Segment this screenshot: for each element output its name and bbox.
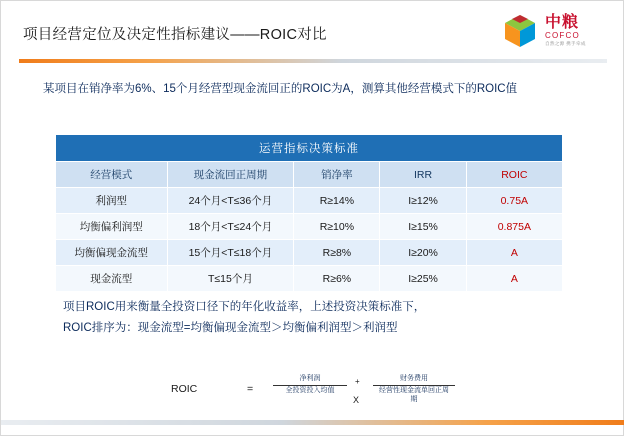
- cell-roic: 0.875A: [466, 214, 562, 240]
- formula-plus: +: [355, 377, 360, 386]
- cell-mode: 均衡偏现金流型: [56, 240, 168, 266]
- formula-term-2-numerator: 财务费用: [373, 375, 455, 386]
- table-row: [56, 214, 563, 240]
- logo-wordmark: [545, 15, 586, 47]
- roic-table: [55, 134, 563, 292]
- page-title: 项目经营定位及决定性指标建议——ROIC对比: [23, 27, 327, 43]
- cell-cashflow-cycle: 18个月<T≤24个月: [167, 214, 294, 240]
- footer-divider: [1, 420, 624, 425]
- table-row: [56, 188, 563, 214]
- table-row: [56, 266, 563, 292]
- formula-times: X: [353, 395, 360, 405]
- cell-cashflow-cycle: 24个月<T≤36个月: [167, 188, 294, 214]
- header-cell-cashflow-cycle: 现金流回正周期: [167, 162, 294, 188]
- table-header-row: [56, 162, 563, 188]
- formula-term-2-denominator: 经营性现金流单回正周期: [379, 386, 449, 403]
- cell-sales-net-rate: R≥14%: [294, 188, 380, 214]
- cell-irr: I≥15%: [380, 214, 466, 240]
- cell-irr: I≥12%: [380, 188, 466, 214]
- cell-roic: 0.75A: [466, 188, 562, 214]
- header-divider: [19, 59, 607, 63]
- logo-tagline: 自然之源 携手牵成: [545, 41, 586, 47]
- formula-label: ROIC: [171, 383, 198, 395]
- cell-mode: 利润型: [56, 188, 168, 214]
- header-cell-mode: 经营模式: [56, 162, 168, 188]
- header-cell-sales-net-rate: 销净率: [294, 162, 380, 188]
- cell-irr: I≥20%: [380, 240, 466, 266]
- conclusion-line-1: 项目ROIC用来衡量全投资口径下的年化收益率，上述投资决策标准下，: [63, 301, 426, 313]
- cell-mode: 均衡偏利润型: [56, 214, 168, 240]
- formula-term-2: [373, 375, 455, 404]
- roic-table-container: [55, 134, 563, 292]
- table-caption-row: [56, 135, 563, 162]
- cell-irr: I≥25%: [380, 266, 466, 292]
- cell-sales-net-rate: R≥6%: [294, 266, 380, 292]
- logo-chinese-name: 中粮: [545, 14, 580, 31]
- cell-sales-net-rate: R≥10%: [294, 214, 380, 240]
- header-cell-roic: ROIC: [466, 162, 562, 188]
- roic-formula: [151, 369, 531, 425]
- conclusion-paragraph: [63, 297, 583, 340]
- cell-roic: A: [466, 240, 562, 266]
- cube-logo-icon: [501, 12, 539, 50]
- formula-term-1-numerator: 净利润: [273, 375, 347, 386]
- cell-mode: 现金流型: [56, 266, 168, 292]
- cell-roic: A: [466, 266, 562, 292]
- header-cell-irr: IRR: [380, 162, 466, 188]
- table-caption: 运营指标决策标准: [56, 135, 563, 162]
- table-row: [56, 240, 563, 266]
- logo-english-name: COFCO: [545, 30, 580, 40]
- formula-equals: =: [247, 383, 254, 395]
- cofco-logo: [501, 9, 611, 53]
- lead-paragraph: 某项目在销净率为6%、15个月经营型现金流回正的ROIC为A，测算其他经营模式下的ROIC值: [43, 83, 518, 95]
- conclusion-line-2: ROIC排序为：现金流型=均衡偏现金流型＞均衡偏利润型＞利润型: [63, 322, 398, 335]
- cell-cashflow-cycle: 15个月<T≤18个月: [167, 240, 294, 266]
- cell-cashflow-cycle: T≤15个月: [167, 266, 294, 292]
- cell-sales-net-rate: R≥8%: [294, 240, 380, 266]
- formula-term-1: [273, 375, 347, 396]
- formula-term-1-denominator: 全投资投入均值: [285, 386, 335, 394]
